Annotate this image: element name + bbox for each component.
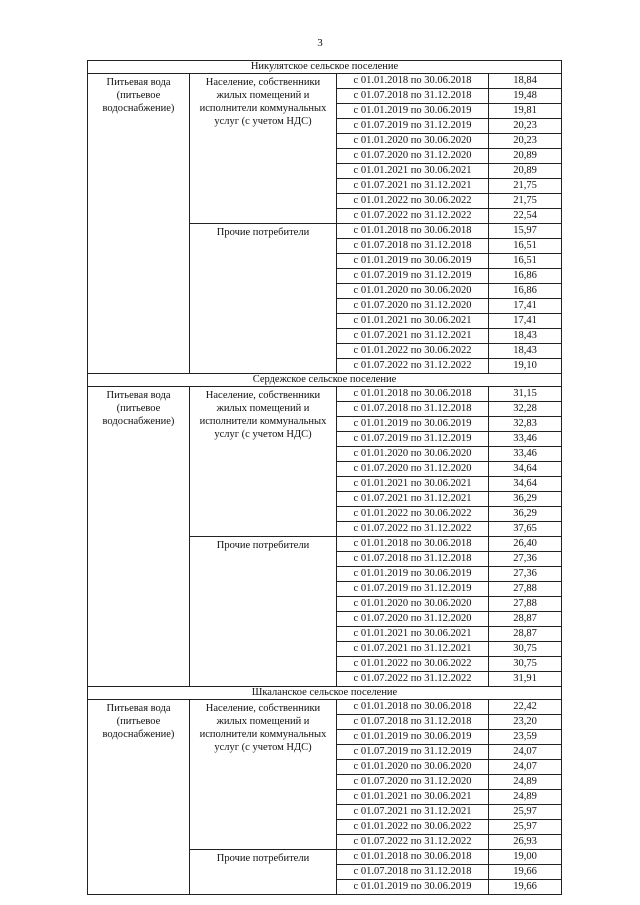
tariff-value-cell: 32,83: [489, 417, 562, 432]
tariff-value-cell: 19,10: [489, 359, 562, 374]
period-cell: с 01.07.2019 по 31.12.2019: [337, 582, 489, 597]
tariff-value-cell: 20,89: [489, 149, 562, 164]
period-cell: с 01.01.2018 по 30.06.2018: [337, 74, 489, 89]
tariff-value-cell: 21,75: [489, 194, 562, 209]
period-cell: с 01.07.2020 по 31.12.2020: [337, 149, 489, 164]
period-cell: с 01.01.2018 по 30.06.2018: [337, 700, 489, 715]
tariff-value-cell: 27,88: [489, 582, 562, 597]
resource-cell: Питьевая вода (питьевое водоснабжение): [88, 387, 190, 687]
period-cell: с 01.01.2021 по 30.06.2021: [337, 790, 489, 805]
tariff-value-cell: 26,40: [489, 537, 562, 552]
tariff-value-cell: 24,07: [489, 760, 562, 775]
tariff-value-cell: 22,54: [489, 209, 562, 224]
tariff-value-cell: 28,87: [489, 627, 562, 642]
period-cell: с 01.01.2020 по 30.06.2020: [337, 284, 489, 299]
table-row: [88, 700, 562, 715]
period-cell: с 01.07.2018 по 31.12.2018: [337, 402, 489, 417]
period-cell: с 01.01.2022 по 30.06.2022: [337, 507, 489, 522]
section-title: Никулятское сельское поселение: [88, 61, 562, 74]
consumer-group-cell: Прочие потребители: [190, 850, 337, 895]
tariff-value-cell: 18,43: [489, 329, 562, 344]
tariff-value-cell: 16,51: [489, 254, 562, 269]
tariff-value-cell: 30,75: [489, 657, 562, 672]
period-cell: с 01.07.2020 по 31.12.2020: [337, 462, 489, 477]
tariff-value-cell: 27,36: [489, 567, 562, 582]
period-cell: с 01.07.2018 по 31.12.2018: [337, 239, 489, 254]
tariff-value-cell: 22,42: [489, 700, 562, 715]
tariff-value-cell: 23,59: [489, 730, 562, 745]
tariff-value-cell: 18,43: [489, 344, 562, 359]
resource-cell: Питьевая вода (питьевое водоснабжение): [88, 700, 190, 895]
tariff-value-cell: 15,97: [489, 224, 562, 239]
period-cell: с 01.07.2021 по 31.12.2021: [337, 805, 489, 820]
section-title-row: [88, 687, 562, 700]
tariff-value-cell: 20,23: [489, 119, 562, 134]
tariff-value-cell: 16,86: [489, 284, 562, 299]
tariff-value-cell: 33,46: [489, 432, 562, 447]
period-cell: с 01.01.2020 по 30.06.2020: [337, 447, 489, 462]
period-cell: с 01.07.2020 по 31.12.2020: [337, 612, 489, 627]
period-cell: с 01.01.2021 по 30.06.2021: [337, 314, 489, 329]
section-title: Сердежское сельское поселение: [88, 374, 562, 387]
period-cell: с 01.07.2018 по 31.12.2018: [337, 715, 489, 730]
period-cell: с 01.01.2019 по 30.06.2019: [337, 567, 489, 582]
tariff-value-cell: 31,91: [489, 672, 562, 687]
section-title-row: [88, 61, 562, 74]
tariff-value-cell: 34,64: [489, 477, 562, 492]
consumer-group-cell: Население, собственники жилых помещений и исполнители коммунальных услуг (с учетом НДС): [190, 74, 337, 224]
tariff-value-cell: 25,97: [489, 820, 562, 835]
period-cell: с 01.01.2018 по 30.06.2018: [337, 850, 489, 865]
period-cell: с 01.07.2018 по 31.12.2018: [337, 552, 489, 567]
period-cell: с 01.01.2018 по 30.06.2018: [337, 224, 489, 239]
tariff-value-cell: 34,64: [489, 462, 562, 477]
tariff-value-cell: 20,23: [489, 134, 562, 149]
tariff-value-cell: 33,46: [489, 447, 562, 462]
period-cell: с 01.01.2022 по 30.06.2022: [337, 657, 489, 672]
period-cell: с 01.07.2021 по 31.12.2021: [337, 492, 489, 507]
period-cell: с 01.01.2019 по 30.06.2019: [337, 104, 489, 119]
tariff-value-cell: 24,07: [489, 745, 562, 760]
period-cell: с 01.01.2022 по 30.06.2022: [337, 194, 489, 209]
period-cell: с 01.01.2018 по 30.06.2018: [337, 537, 489, 552]
period-cell: с 01.07.2021 по 31.12.2021: [337, 179, 489, 194]
tariff-value-cell: 17,41: [489, 314, 562, 329]
consumer-group-cell: Прочие потребители: [190, 224, 337, 374]
period-cell: с 01.07.2021 по 31.12.2021: [337, 642, 489, 657]
tariff-value-cell: 27,36: [489, 552, 562, 567]
period-cell: с 01.07.2020 по 31.12.2020: [337, 775, 489, 790]
tariff-value-cell: 25,97: [489, 805, 562, 820]
period-cell: с 01.01.2020 по 30.06.2020: [337, 597, 489, 612]
tariff-value-cell: 16,51: [489, 239, 562, 254]
tariff-value-cell: 36,29: [489, 507, 562, 522]
period-cell: с 01.07.2018 по 31.12.2018: [337, 89, 489, 104]
resource-cell: Питьевая вода (питьевое водоснабжение): [88, 74, 190, 374]
period-cell: с 01.07.2020 по 31.12.2020: [337, 299, 489, 314]
period-cell: с 01.01.2020 по 30.06.2020: [337, 760, 489, 775]
tariff-value-cell: 31,15: [489, 387, 562, 402]
tariff-table: [87, 60, 562, 895]
period-cell: с 01.07.2021 по 31.12.2021: [337, 329, 489, 344]
tariff-value-cell: 19,48: [489, 89, 562, 104]
consumer-group-cell: Население, собственники жилых помещений и исполнители коммунальных услуг (с учетом НДС): [190, 700, 337, 850]
period-cell: с 01.07.2019 по 31.12.2019: [337, 432, 489, 447]
consumer-group-cell: Население, собственники жилых помещений и исполнители коммунальных услуг (с учетом НДС): [190, 387, 337, 537]
period-cell: с 01.07.2022 по 31.12.2022: [337, 522, 489, 537]
period-cell: с 01.07.2018 по 31.12.2018: [337, 865, 489, 880]
period-cell: с 01.07.2019 по 31.12.2019: [337, 269, 489, 284]
consumer-group-cell: Прочие потребители: [190, 537, 337, 687]
tariff-value-cell: 17,41: [489, 299, 562, 314]
tariff-value-cell: 24,89: [489, 775, 562, 790]
period-cell: с 01.01.2020 по 30.06.2020: [337, 134, 489, 149]
tariff-value-cell: 18,84: [489, 74, 562, 89]
period-cell: с 01.01.2018 по 30.06.2018: [337, 387, 489, 402]
tariff-value-cell: 24,89: [489, 790, 562, 805]
period-cell: с 01.07.2022 по 31.12.2022: [337, 209, 489, 224]
period-cell: с 01.01.2019 по 30.06.2019: [337, 730, 489, 745]
period-cell: с 01.01.2019 по 30.06.2019: [337, 880, 489, 895]
tariff-value-cell: 30,75: [489, 642, 562, 657]
period-cell: с 01.01.2021 по 30.06.2021: [337, 477, 489, 492]
period-cell: с 01.07.2022 по 31.12.2022: [337, 359, 489, 374]
tariff-value-cell: 19,81: [489, 104, 562, 119]
period-cell: с 01.07.2022 по 31.12.2022: [337, 672, 489, 687]
tariff-value-cell: 28,87: [489, 612, 562, 627]
section-title: Шкаланское сельское поселение: [88, 687, 562, 700]
tariff-value-cell: 19,00: [489, 850, 562, 865]
tariff-value-cell: 32,28: [489, 402, 562, 417]
table-row: [88, 74, 562, 89]
tariff-value-cell: 20,89: [489, 164, 562, 179]
period-cell: с 01.01.2021 по 30.06.2021: [337, 164, 489, 179]
period-cell: с 01.01.2022 по 30.06.2022: [337, 820, 489, 835]
tariff-value-cell: 16,86: [489, 269, 562, 284]
period-cell: с 01.01.2022 по 30.06.2022: [337, 344, 489, 359]
tariff-value-cell: 36,29: [489, 492, 562, 507]
period-cell: с 01.01.2021 по 30.06.2021: [337, 627, 489, 642]
tariff-value-cell: 19,66: [489, 865, 562, 880]
section-title-row: [88, 374, 562, 387]
period-cell: с 01.01.2019 по 30.06.2019: [337, 254, 489, 269]
tariff-value-cell: 21,75: [489, 179, 562, 194]
period-cell: с 01.07.2022 по 31.12.2022: [337, 835, 489, 850]
period-cell: с 01.01.2019 по 30.06.2019: [337, 417, 489, 432]
tariff-value-cell: 19,66: [489, 880, 562, 895]
tariff-value-cell: 37,65: [489, 522, 562, 537]
tariff-value-cell: 27,88: [489, 597, 562, 612]
page-number: 3: [317, 37, 323, 49]
tariff-value-cell: 26,93: [489, 835, 562, 850]
table-row: [88, 387, 562, 402]
period-cell: с 01.07.2019 по 31.12.2019: [337, 745, 489, 760]
tariff-value-cell: 23,20: [489, 715, 562, 730]
period-cell: с 01.07.2019 по 31.12.2019: [337, 119, 489, 134]
